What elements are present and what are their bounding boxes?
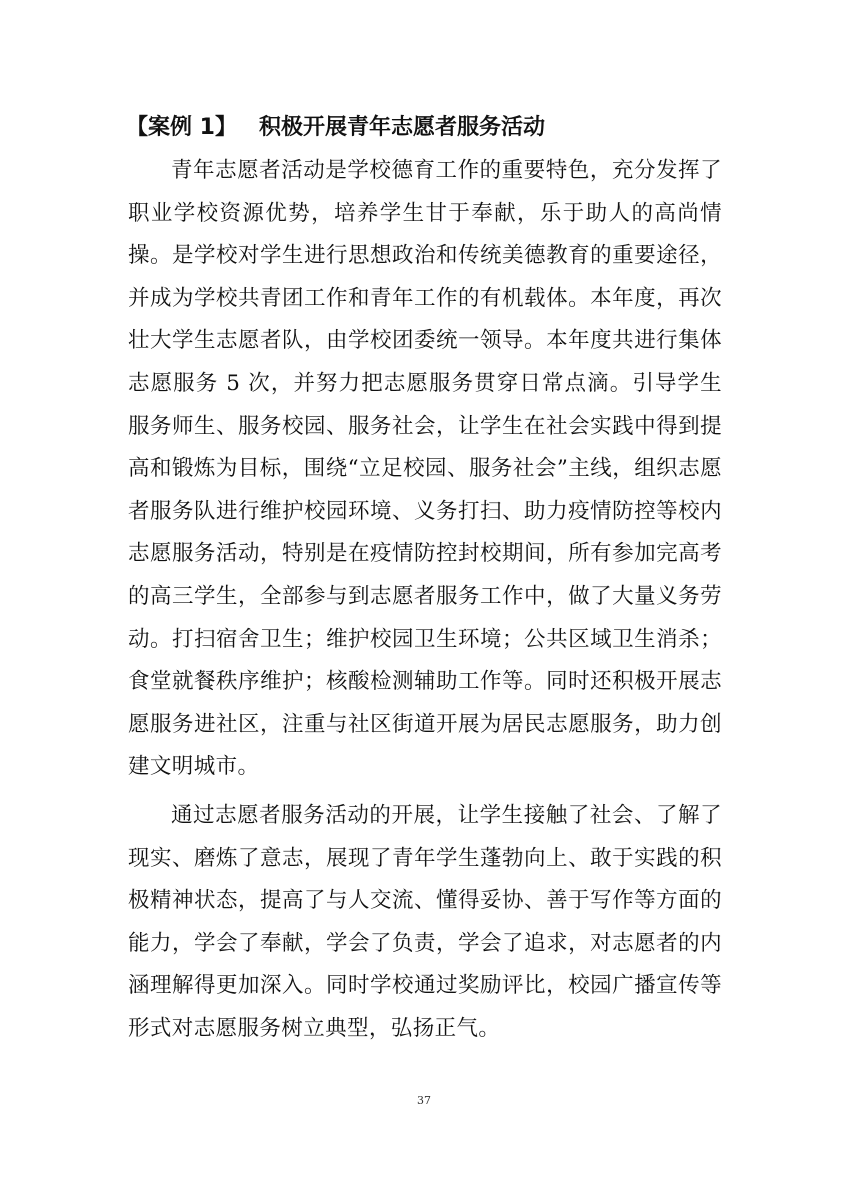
- case-label: 【案例 1】: [126, 115, 237, 140]
- case-title: 积极开展青年志愿者服务活动: [258, 115, 545, 140]
- case-heading: [126, 110, 746, 146]
- page-number: 37: [417, 1094, 431, 1107]
- paragraph-1: 青年志愿者活动是学校德育工作的重要特色，充分发挥了职业学校资源优势，培养学生甘于奉献，乐于助人的高尚情操。是学校对学生进行思想政治和传统美德教育的重要途径，并成为学校共青团工作和青年工作的有机载体。本年度，再次壮大学生志愿者队，由学校团委统一领导。本年度共进行集体志愿服务 5 次，并努力把志愿服务贯穿日常点滴。引导学生服务师生、服务校园、服务社会，让学生在社会实践中得到提高和锻炼为目标，围绕“立足校园、服务社会”主线，组织志愿者服务队进行维护校园环境、义务打扫、助力疫情防控等校内志愿服务活动，特别是在疫情防控封校期间，所有参加完高考的高三学生，全部参与到志愿者服务工作中，做了大量义务劳动。打扫宿舍卫生；维护校园卫生环境；公共区域卫生消杀；食堂就餐秩序维护；核酸检测辅助工作等。同时还积极开展志愿服务进社区，注重与社区街道开展为居民志愿服务，助力创建文明城市。: [128, 158, 722, 780]
- paragraph-2: 通过志愿者服务活动的开展，让学生接触了社会、了解了现实、磨炼了意志，展现了青年学生蓬勃向上、敢于实践的积极精神状态，提高了与人交流、懂得妥协、善于写作等方面的能力，学会了奉献，学会了负责，学会了追求，对志愿者的内涵理解得更加深入。同时学校通过奖励评比，校园广播宣传等形式对志愿服务树立典型，弘扬正气。: [128, 802, 722, 1041]
- body-text: [128, 150, 722, 1050]
